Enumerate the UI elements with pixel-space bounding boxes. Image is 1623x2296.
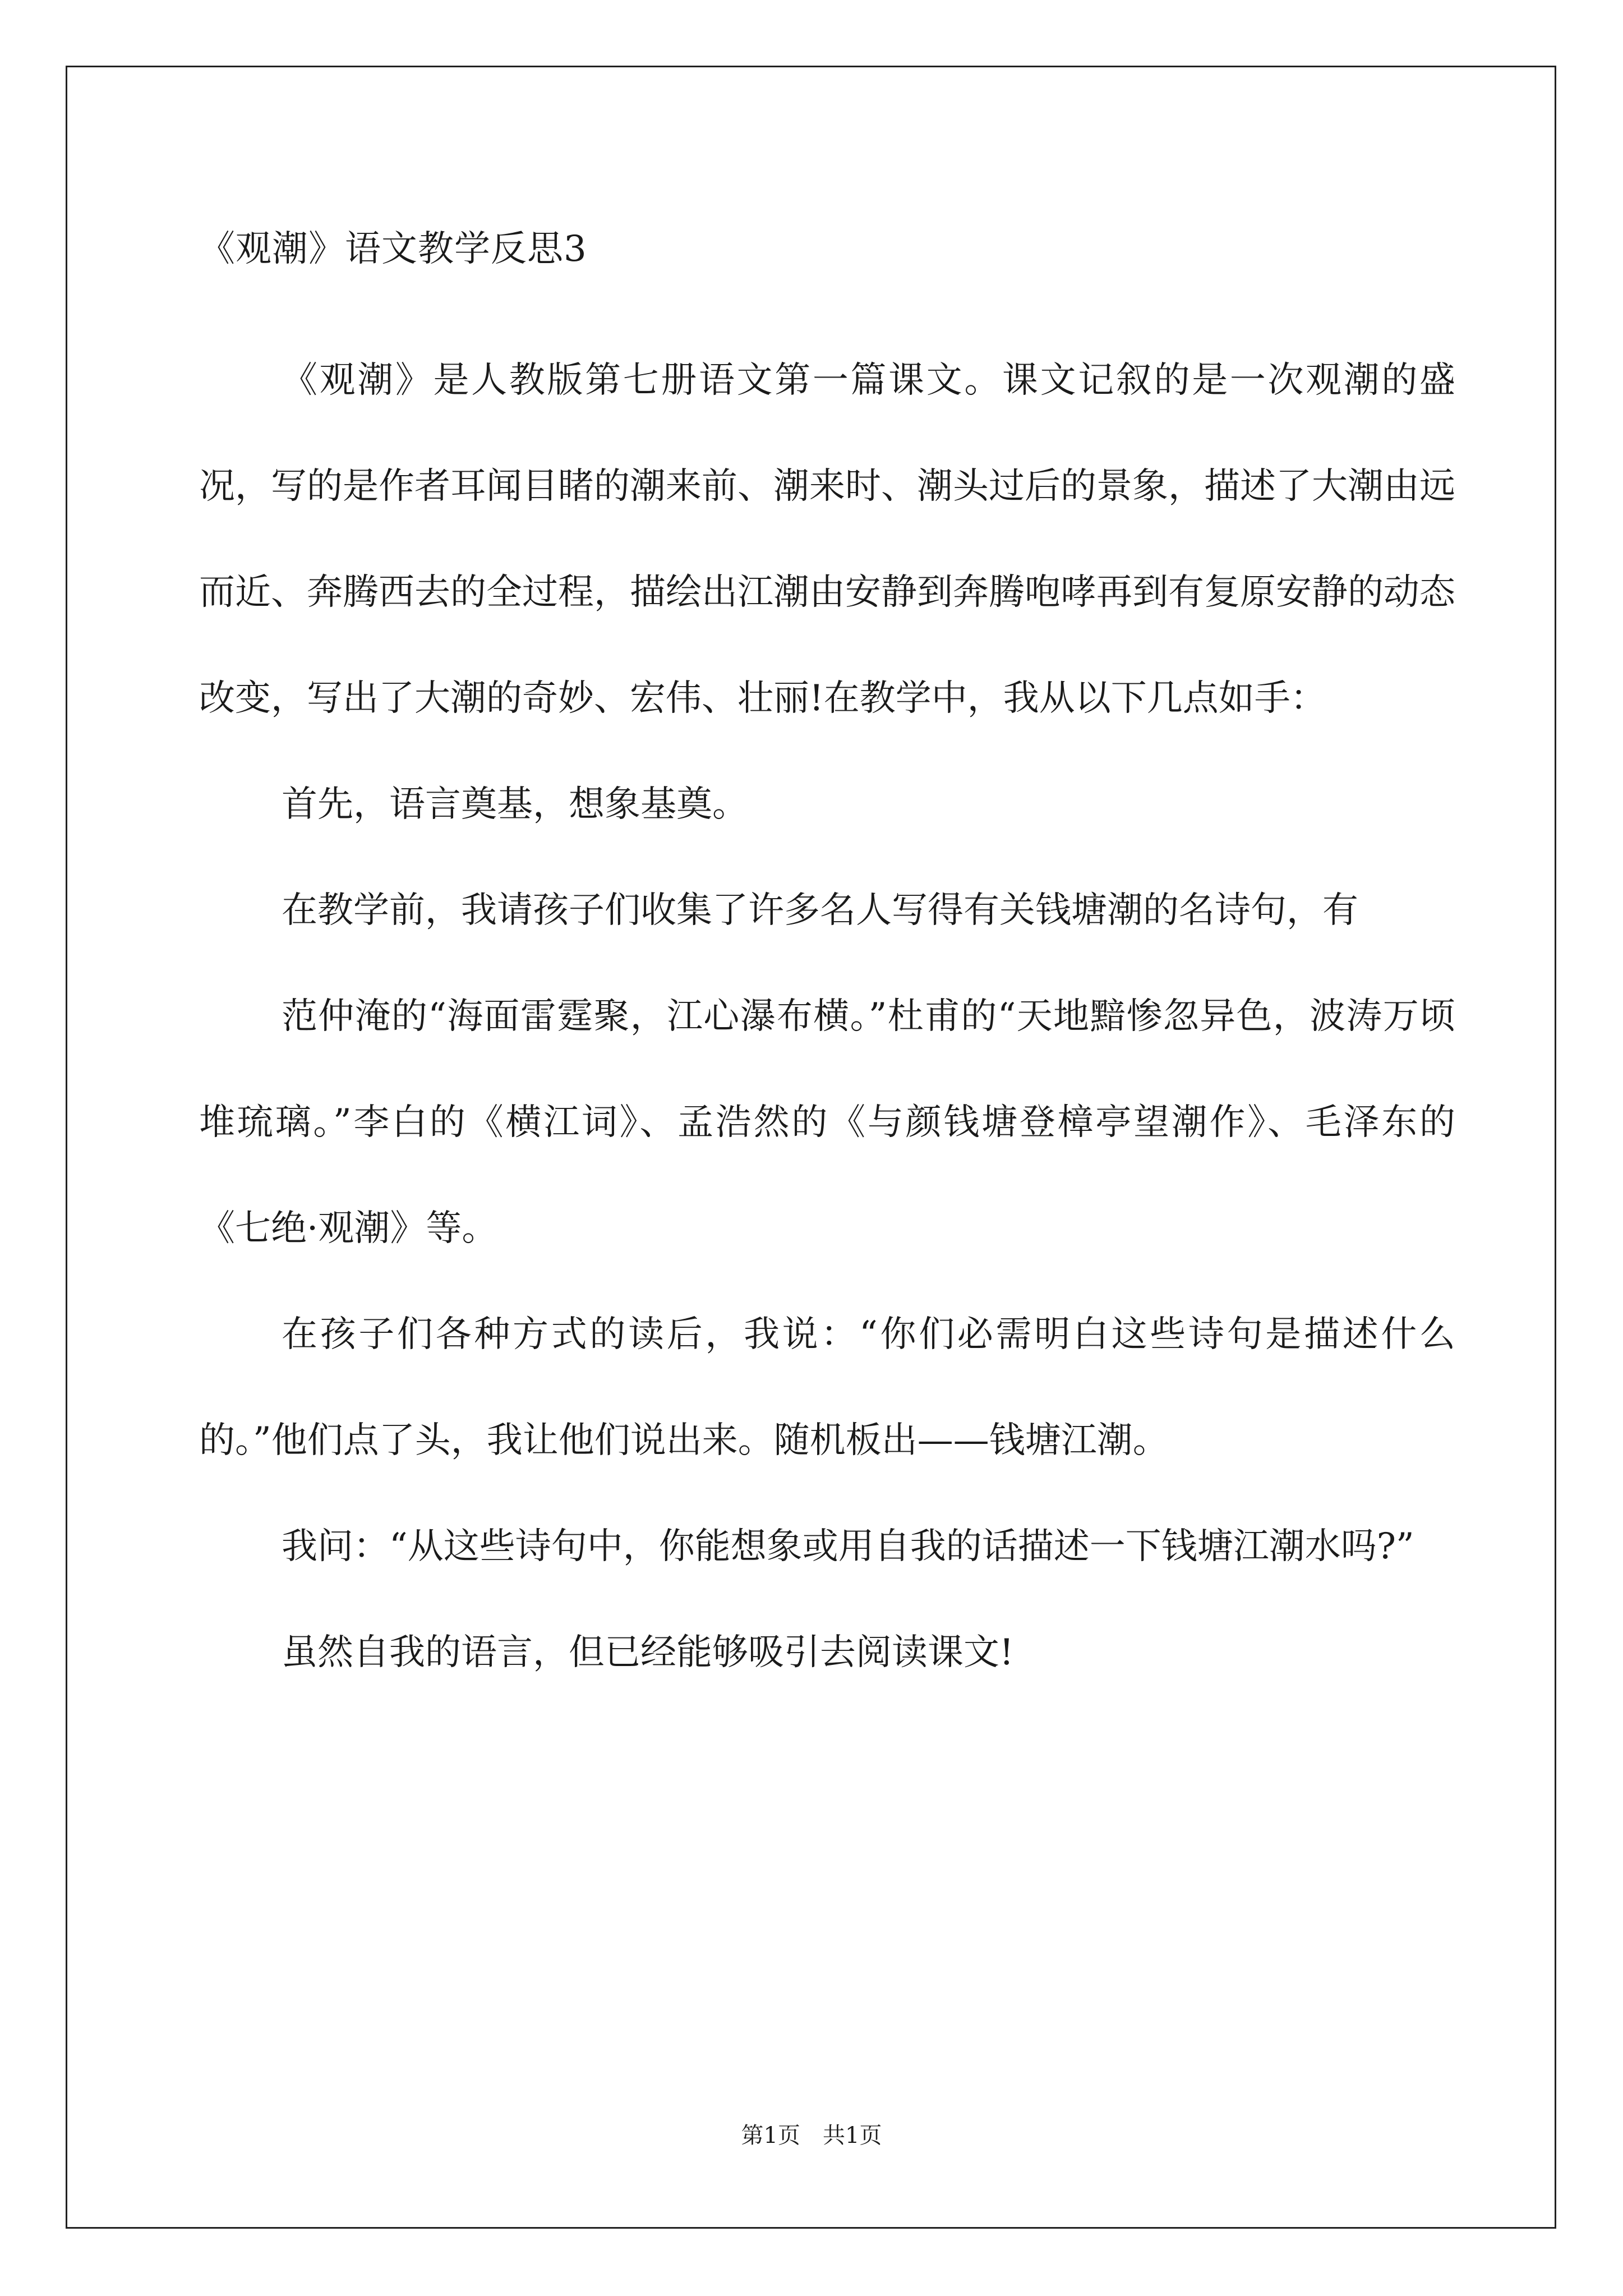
document-body: [199, 223, 1455, 1706]
document-title: 《观潮》语文教学反思3: [199, 228, 587, 270]
paragraph-conclusion: 虽然自我的语言，但已经能够吸引去阅读课文!: [282, 1632, 1014, 1673]
paragraph-poems: 范仲淹的“海面雷霆聚，江心瀑布横。”杜甫的“天地黯惨忽异色，波涛万顷堆琉璃。”李白的《横江词》、孟浩然的《与颜钱塘登樟亭望潮作》、毛泽东的《七绝·观潮》等。: [199, 996, 1455, 1249]
page-number-footer: 第1页 共1页: [741, 2123, 882, 2148]
paragraph-question: 我问：“从这些诗句中，你能想象或用自我的话描述一下钱塘江潮水吗?”: [282, 1526, 1414, 1567]
paragraph-intro: 《观潮》是人教版第七册语文第一篇课文。课文记叙的是一次观潮的盛况，写的是作者耳闻目睹的潮来前、潮来时、潮头过后的景象，描述了大潮由远而近、奔腾西去的全过程，描绘出江潮由安静到奔腾咆哮再到有复原安静的动态改变，写出了大潮的奇妙、宏伟、壮丽!在教学中，我从以下几点如手：: [199, 360, 1455, 719]
paragraph-before-teaching: 在教学前，我请孩子们收集了许多名人写得有关钱塘潮的名诗句，有: [282, 890, 1358, 931]
paragraph-first-point: 首先，语言奠基，想象基奠。: [282, 784, 748, 825]
paragraph-reading: 在孩子们各种方式的读后，我说：“你们必需明白这些诗句是描述什么的。”他们点了头，我让他们说出来。随机板出——钱塘江潮。: [199, 1314, 1455, 1461]
paragraph-list: [199, 328, 1455, 1706]
